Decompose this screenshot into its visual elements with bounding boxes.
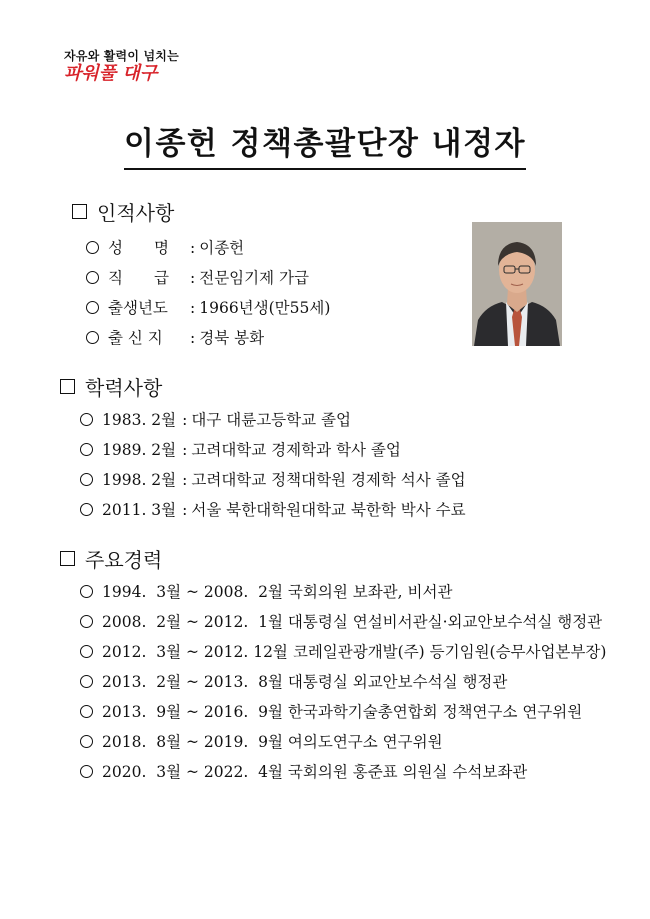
circle-bullet-icon: [80, 585, 93, 598]
square-bullet-icon: [60, 551, 75, 566]
square-bullet-icon: [72, 204, 87, 219]
education-row: 2011. 3월 : 서울 북한대학원대학교 북한학 박사 수료: [80, 498, 466, 520]
education-row: 1989. 2월 : 고려대학교 경제학과 학사 졸업: [80, 438, 401, 460]
career-desc: 국회의원 홍준표 의원실 수석보좌관: [287, 763, 528, 781]
education-date: 1998. 2월: [102, 471, 177, 489]
personal-row-birth: 출생년도 : 1966년생(만55세): [86, 296, 330, 318]
personal-value: 이종헌: [199, 239, 245, 257]
education-row: 1998. 2월 : 고려대학교 정책대학원 경제학 석사 졸업: [80, 468, 466, 490]
education-row: 1983. 2월 : 대구 대륜고등학교 졸업: [80, 408, 351, 430]
career-row: [80, 760, 527, 782]
circle-bullet-icon: [86, 301, 99, 314]
career-row: [80, 610, 602, 632]
education-desc: 고려대학교 정책대학원 경제학 석사 졸업: [191, 471, 466, 489]
circle-bullet-icon: [80, 473, 93, 486]
circle-bullet-icon: [80, 503, 93, 516]
career-desc: 대통령실 외교안보수석실 행정관: [287, 673, 508, 691]
circle-bullet-icon: [80, 645, 93, 658]
personal-row-hometown: 출 신 지 : 경북 봉화: [86, 326, 264, 348]
career-row: [80, 640, 606, 662]
section-career-heading: [60, 544, 162, 573]
daegu-logo: [64, 50, 204, 83]
personal-row-rank: 직 급 : 전문임기제 가급: [86, 266, 309, 288]
career-period: 1994. 3월 ~ 2008. 2월: [102, 583, 283, 601]
circle-bullet-icon: [80, 443, 93, 456]
education-desc: 서울 북한대학원대학교 북한학 박사 수료: [191, 501, 466, 519]
personal-value: 1966년생(만55세): [199, 299, 331, 317]
career-desc: 대통령실 연설비서관실·외교안보수석실 행정관: [287, 613, 603, 631]
circle-bullet-icon: [86, 331, 99, 344]
personal-label: 출 신 지: [108, 329, 163, 347]
circle-bullet-icon: [80, 413, 93, 426]
square-bullet-icon: [60, 379, 75, 394]
career-period: 2018. 8월 ~ 2019. 9월: [102, 733, 283, 751]
logo-slogan: 자유와 활력이 넘치는: [64, 49, 179, 63]
section-personal-heading: [72, 197, 174, 226]
circle-bullet-icon: [80, 765, 93, 778]
circle-bullet-icon: [86, 241, 99, 254]
education-date: 2011. 3월: [102, 501, 177, 519]
career-period: 2012. 3월 ~ 2012. 12월: [102, 643, 288, 661]
circle-bullet-icon: [80, 675, 93, 688]
portrait-photo: [472, 222, 562, 346]
section-career-title: 주요경력: [85, 548, 163, 572]
career-desc: 코레일관광개발(주) 등기임원(승무사업본부장): [292, 643, 607, 661]
title-container: [0, 118, 650, 170]
career-row: [80, 730, 443, 752]
career-row: [80, 670, 507, 692]
circle-bullet-icon: [80, 705, 93, 718]
logo-wordmark: 파워풀 대구: [64, 63, 158, 84]
education-desc: 고려대학교 경제학과 학사 졸업: [191, 441, 401, 459]
career-row: [80, 580, 452, 602]
personal-label: 성 명: [108, 239, 169, 257]
section-education-title: 학력사항: [85, 376, 163, 400]
circle-bullet-icon: [80, 615, 93, 628]
personal-value: 경북 봉화: [199, 329, 265, 347]
career-desc: 한국과학기술총연합회 정책연구소 연구위원: [287, 703, 583, 721]
section-education-heading: [60, 372, 162, 401]
career-desc: 국회의원 보좌관, 비서관: [287, 583, 453, 601]
section-personal-title: 인적사항: [97, 201, 175, 225]
education-date: 1983. 2월: [102, 411, 177, 429]
personal-label: 출생년도: [108, 299, 168, 317]
personal-label: 직 급: [108, 269, 169, 287]
education-desc: 대구 대륜고등학교 졸업: [191, 411, 351, 429]
page-title: 이종헌 정책총괄단장 내정자: [124, 118, 526, 170]
education-date: 1989. 2월: [102, 441, 177, 459]
personal-row-name: 성 명 : 이종헌: [86, 236, 244, 258]
career-period: 2020. 3월 ~ 2022. 4월: [102, 763, 283, 781]
circle-bullet-icon: [80, 735, 93, 748]
portrait-illustration: [472, 222, 562, 346]
personal-value: 전문임기제 가급: [199, 269, 309, 287]
circle-bullet-icon: [86, 271, 99, 284]
career-desc: 여의도연구소 연구위원: [287, 733, 443, 751]
career-period: 2013. 9월 ~ 2016. 9월: [102, 703, 283, 721]
career-period: 2008. 2월 ~ 2012. 1월: [102, 613, 283, 631]
career-period: 2013. 2월 ~ 2013. 8월: [102, 673, 283, 691]
career-row: [80, 700, 582, 722]
